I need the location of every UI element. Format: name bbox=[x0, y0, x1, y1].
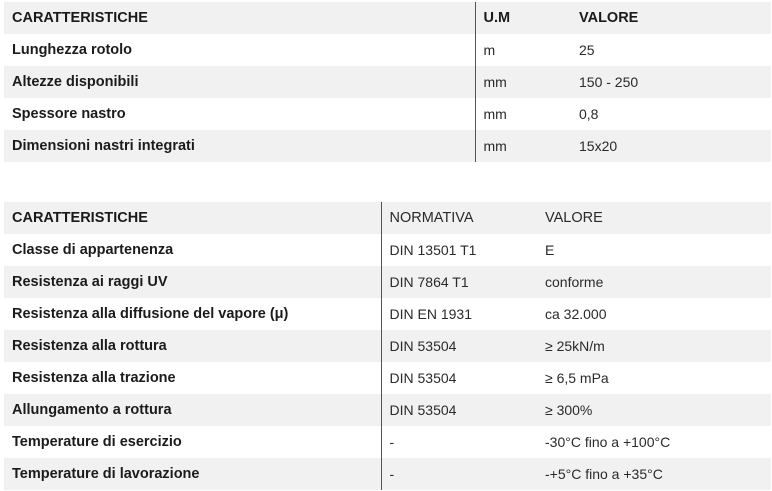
table-row bbox=[4, 66, 771, 98]
row-standard: DIN 7864 T1 bbox=[381, 266, 537, 298]
row-label: Temperature di esercizio bbox=[4, 426, 381, 458]
row-label: Resistenza alla rottura bbox=[4, 330, 381, 362]
row-unit: mm bbox=[475, 98, 571, 130]
table-header-row bbox=[4, 2, 771, 34]
row-standard: DIN EN 1931 bbox=[381, 298, 537, 330]
row-standard: - bbox=[381, 426, 537, 458]
header-value: VALORE bbox=[571, 2, 771, 34]
table-header-row bbox=[4, 202, 771, 234]
header-value: VALORE bbox=[537, 202, 771, 234]
technical-table-1 bbox=[4, 2, 771, 162]
row-value: E bbox=[537, 234, 771, 266]
table-row bbox=[4, 458, 771, 490]
row-value: 150 - 250 bbox=[571, 66, 771, 98]
row-standard: - bbox=[381, 458, 537, 490]
table-row bbox=[4, 34, 771, 66]
row-unit: m bbox=[475, 34, 571, 66]
table-row bbox=[4, 298, 771, 330]
header-standard: NORMATIVA bbox=[381, 202, 537, 234]
row-value: 25 bbox=[571, 34, 771, 66]
row-label: Resistenza ai raggi UV bbox=[4, 266, 381, 298]
row-label: Classe di appartenenza bbox=[4, 234, 381, 266]
row-label: Altezze disponibili bbox=[4, 66, 475, 98]
row-unit: mm bbox=[475, 66, 571, 98]
row-label: Resistenza alla trazione bbox=[4, 362, 381, 394]
row-unit: mm bbox=[475, 130, 571, 162]
row-value: 15x20 bbox=[571, 130, 771, 162]
table-row bbox=[4, 330, 771, 362]
row-label: Dimensioni nastri integrati bbox=[4, 130, 475, 162]
table-row bbox=[4, 362, 771, 394]
row-value: conforme bbox=[537, 266, 771, 298]
table-row bbox=[4, 394, 771, 426]
table-row bbox=[4, 266, 771, 298]
row-label: Lunghezza rotolo bbox=[4, 34, 475, 66]
row-label: Resistenza alla diffusione del vapore (μ) bbox=[4, 298, 381, 330]
table-row bbox=[4, 426, 771, 458]
row-value: ≥ 6,5 mPa bbox=[537, 362, 771, 394]
row-value: 0,8 bbox=[571, 98, 771, 130]
row-label: Temperature di lavorazione bbox=[4, 458, 381, 490]
table-row bbox=[4, 98, 771, 130]
row-value: ≥ 300% bbox=[537, 394, 771, 426]
header-unit: U.M bbox=[475, 2, 571, 34]
row-value: -+5°C fino a +35°C bbox=[537, 458, 771, 490]
row-value: -30°C fino a +100°C bbox=[537, 426, 771, 458]
row-standard: DIN 53504 bbox=[381, 330, 537, 362]
row-standard: DIN 53504 bbox=[381, 362, 537, 394]
header-characteristics: CARATTERISTICHE bbox=[4, 2, 475, 34]
header-characteristics: CARATTERISTICHE bbox=[4, 202, 381, 234]
row-value: ≥ 25kN/m bbox=[537, 330, 771, 362]
table-row bbox=[4, 234, 771, 266]
row-standard: DIN 53504 bbox=[381, 394, 537, 426]
row-label: Spessore nastro bbox=[4, 98, 475, 130]
technical-table-2 bbox=[4, 202, 771, 490]
table-row bbox=[4, 130, 771, 162]
row-value: ca 32.000 bbox=[537, 298, 771, 330]
row-label: Allungamento a rottura bbox=[4, 394, 381, 426]
row-standard: DIN 13501 T1 bbox=[381, 234, 537, 266]
